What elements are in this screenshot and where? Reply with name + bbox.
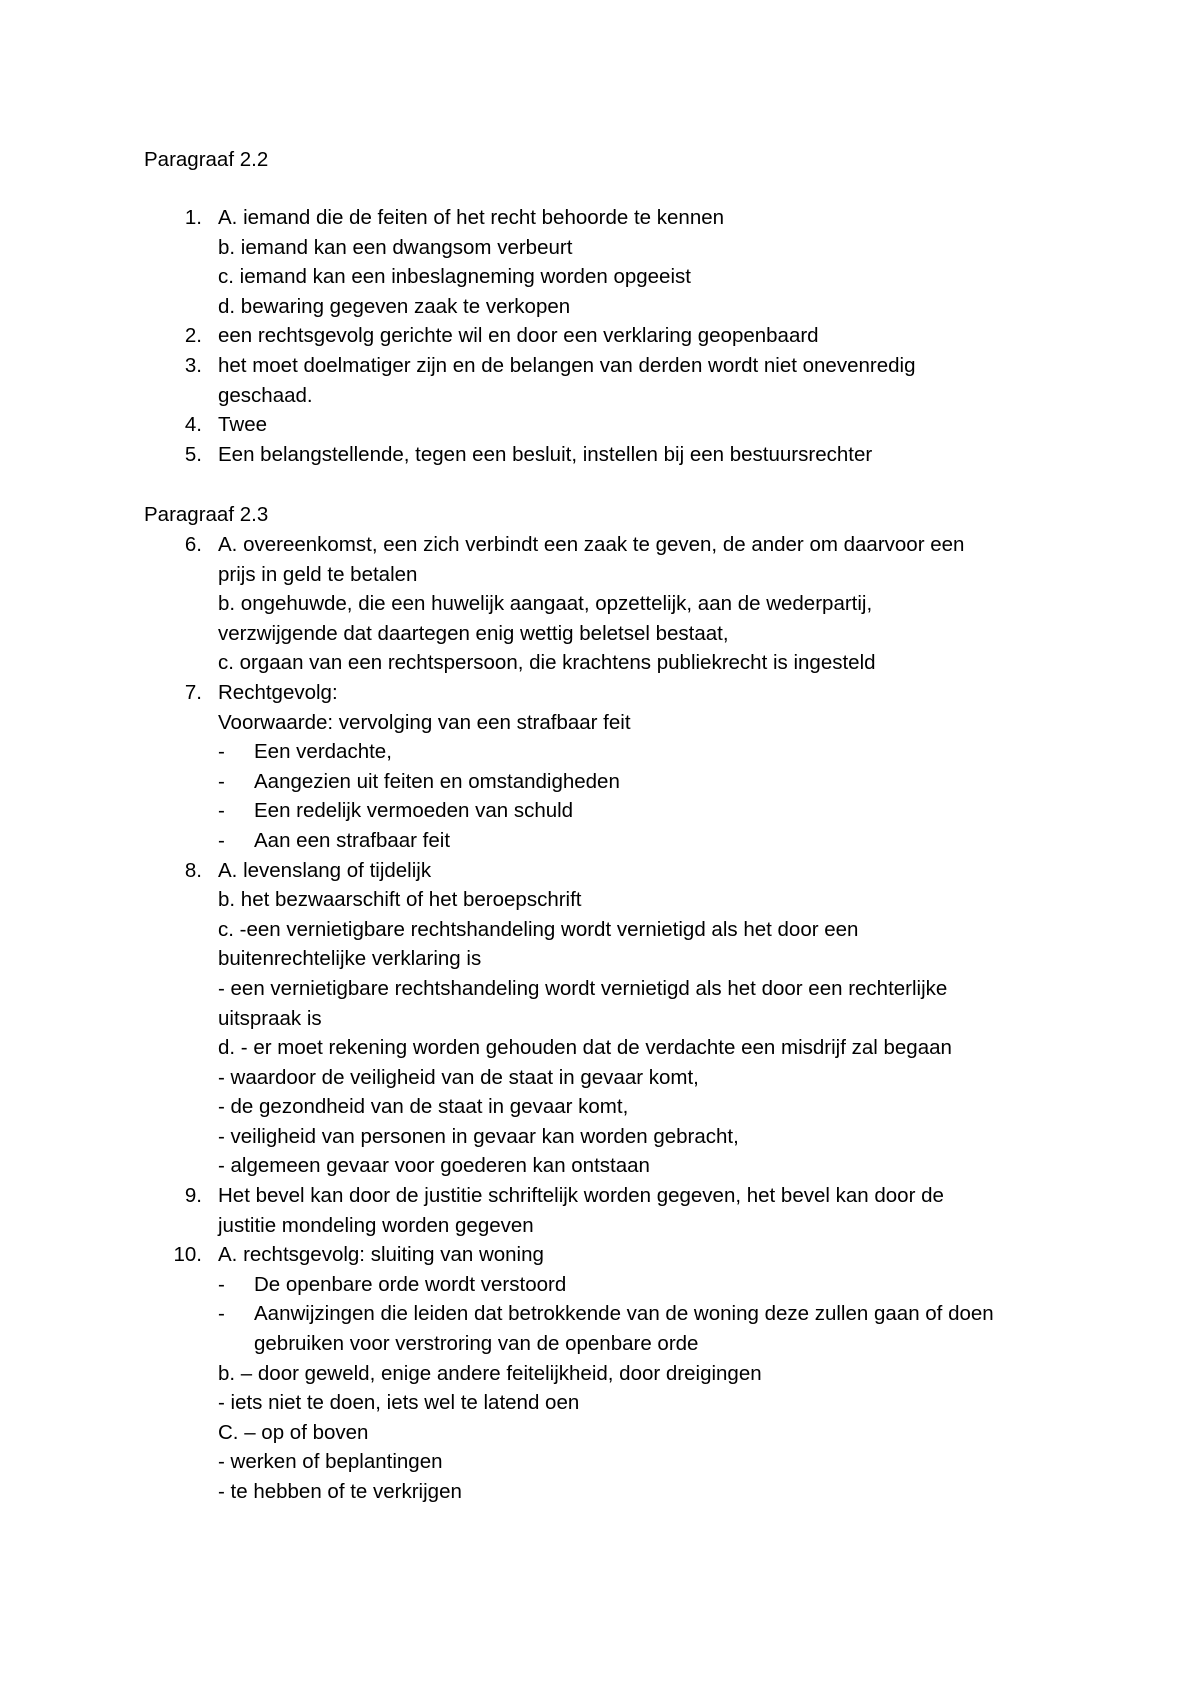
item-number: 7. <box>184 680 202 704</box>
dash-marker: - <box>218 799 225 823</box>
dash-marker: - <box>218 828 225 852</box>
dash-marker: - <box>218 769 225 793</box>
item-number: 8. <box>184 858 202 882</box>
answer-line: - te hebben of te verkrijgen <box>218 1480 462 1503</box>
item-body <box>218 856 1064 1182</box>
bullet-text: Een verdachte, <box>254 740 392 764</box>
answer-line: Voorwaarde: vervolging van een strafbaar feit <box>218 710 631 734</box>
answer-list-section-1 <box>144 203 1064 469</box>
list-item <box>144 410 1064 440</box>
answer-line: verzwijgende dat daartegen enig wettig beletsel bestaat, <box>218 621 729 645</box>
bullet-text: gebruiken voor verstroring van de openbare orde <box>254 1332 699 1356</box>
bullet-line <box>218 737 1064 767</box>
list-item <box>144 530 1064 678</box>
bullet-line <box>218 1299 1064 1329</box>
answer-line: - een vernietigbare rechtshandeling wordt vernietigd als het door een rechterlijke <box>218 976 948 1000</box>
answer-line: b. ongehuwde, die een huwelijk aangaat, opzettelijk, aan de wederpartij, <box>218 592 873 616</box>
list-item <box>144 321 1064 351</box>
bullet-line <box>218 1270 1064 1300</box>
item-body <box>218 440 1064 470</box>
answer-line: - algemeen gevaar voor goederen kan ontstaan <box>218 1154 650 1178</box>
dash-marker: - <box>218 740 225 764</box>
item-number: 1. <box>184 206 202 229</box>
list-item <box>144 351 1064 410</box>
item-body <box>218 1181 1064 1240</box>
answer-line: A. iemand die de feiten of het recht behoorde te kennen <box>218 206 725 229</box>
answer-line: prijs in geld te betalen <box>218 562 418 586</box>
answer-line: geschaad. <box>218 383 313 407</box>
answer-line: A. overeenkomst, een zich verbindt een zaak te geven, de ander om daarvoor een <box>218 533 965 556</box>
bullet-line <box>218 767 1064 797</box>
answer-line: c. -een vernietigbare rechtshandeling wordt vernietigd als het door een <box>218 917 859 941</box>
bullet-continuation-line <box>218 1329 1064 1359</box>
list-item <box>144 678 1064 856</box>
item-number: 3. <box>184 353 202 377</box>
list-item <box>144 440 1064 470</box>
list-item <box>144 856 1064 1182</box>
answer-line: - waardoor de veiligheid van de staat in gevaar komt, <box>218 1065 699 1089</box>
bullet-text: Aan een strafbaar feit <box>254 828 451 852</box>
answer-line: - veiligheid van personen in gevaar kan worden gebracht, <box>218 1124 739 1148</box>
answer-line: b. het bezwaarschift of het beroepschrift <box>218 888 582 912</box>
answer-line: Rechtgevolg: <box>218 680 338 704</box>
answer-list-section-2 <box>144 530 1064 1507</box>
item-body <box>218 1240 1064 1506</box>
item-body <box>218 530 1064 678</box>
answer-line: c. iemand kan een inbeslagneming worden opgeeist <box>218 265 691 289</box>
answer-line: - iets niet te doen, iets wel te latend oen <box>218 1391 580 1415</box>
bullet-text: Aangezien uit feiten en omstandigheden <box>254 769 620 793</box>
item-number: 10. <box>173 1243 202 1267</box>
item-number: 6. <box>184 533 202 556</box>
answer-line: Het bevel kan door de justitie schriftelijk worden gegeven, het bevel kan door de <box>218 1184 944 1208</box>
item-body <box>218 203 1064 321</box>
answer-line: - de gezondheid van de staat in gevaar komt, <box>218 1095 629 1119</box>
dash-marker: - <box>218 1302 225 1326</box>
answer-line: b. iemand kan een dwangsom verbeurt <box>218 235 573 259</box>
answer-line: Een belangstellende, tegen een besluit, instellen bij een bestuursrechter <box>218 442 873 466</box>
item-body <box>218 351 1064 410</box>
answer-line: A. levenslang of tijdelijk <box>218 858 432 882</box>
answer-line: b. – door geweld, enige andere feitelijkheid, door dreigingen <box>218 1361 762 1385</box>
answer-line: C. – op of boven <box>218 1420 369 1444</box>
answer-line: uitspraak is <box>218 1006 322 1030</box>
section-heading: Paragraaf 2.2 <box>144 148 269 171</box>
dash-marker <box>218 1329 254 1359</box>
answer-line: een rechtsgevolg gerichte wil en door een verklaring geopenbaard <box>218 324 819 348</box>
item-body <box>218 678 1064 856</box>
bullet-text: De openbare orde wordt verstoord <box>254 1272 567 1296</box>
item-number: 2. <box>184 324 202 348</box>
answer-line: - werken of beplantingen <box>218 1450 443 1474</box>
answer-line: c. orgaan van een rechtspersoon, die krachtens publiekrecht is ingesteld <box>218 651 876 675</box>
list-item <box>144 203 1064 321</box>
item-body <box>218 410 1064 440</box>
dash-marker: - <box>218 1272 225 1296</box>
item-number: 5. <box>184 442 202 466</box>
bullet-text: Aanwijzingen die leiden dat betrokkende van de woning deze zullen gaan of doen <box>254 1302 994 1326</box>
answer-line: justitie mondeling worden gegeven <box>218 1213 534 1237</box>
list-item <box>144 1240 1064 1506</box>
bullet-text: Een redelijk vermoeden van schuld <box>254 799 574 823</box>
section-heading: Paragraaf 2.3 <box>144 503 269 526</box>
item-number: 9. <box>184 1184 202 1208</box>
answer-line: d. bewaring gegeven zaak te verkopen <box>218 294 571 318</box>
answer-line: d. - er moet rekening worden gehouden dat de verdachte een misdrijf zal begaan <box>218 1036 952 1060</box>
answer-line: het moet doelmatiger zijn en de belangen van derden wordt niet onevenredig <box>218 353 916 377</box>
answer-line: buitenrechtelijke verklaring is <box>218 947 482 971</box>
item-number: 4. <box>184 413 202 437</box>
item-body <box>218 321 1064 351</box>
answer-line: A. rechtsgevolg: sluiting van woning <box>218 1243 544 1267</box>
list-item <box>144 1181 1064 1240</box>
bullet-line <box>218 796 1064 826</box>
bullet-line <box>218 826 1064 856</box>
answer-line: Twee <box>218 413 267 437</box>
